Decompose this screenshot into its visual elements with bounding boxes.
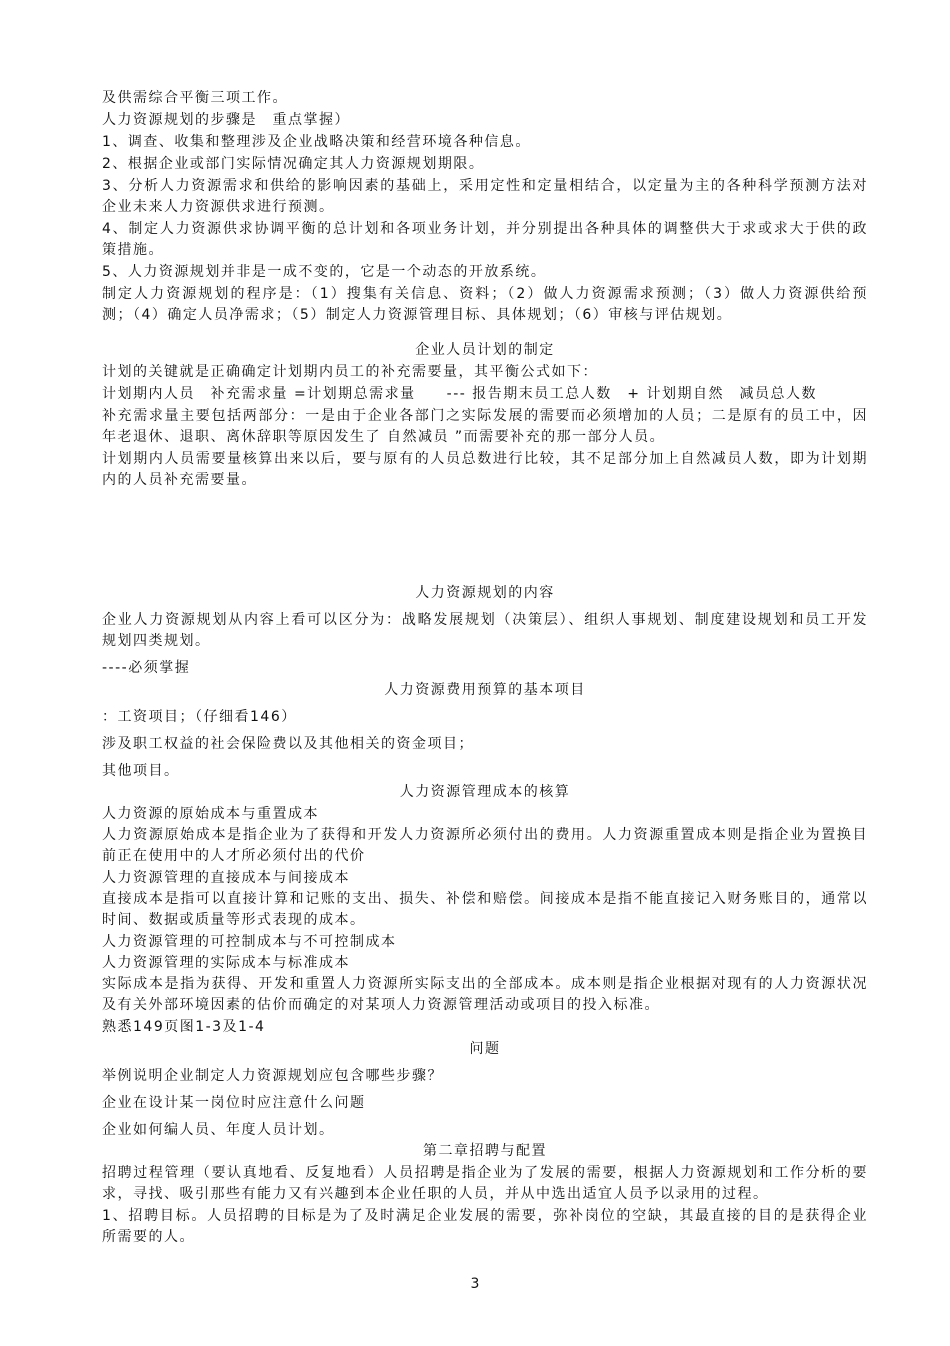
list-item: 4、制定人力资源供求协调平衡的总计划和各项业务计划，并分别提出各种具体的调整供大于求或求大于供的政策措施。: [102, 221, 868, 258]
paragraph: 计划的关键就是正确确定计划期内员工的补充需要量，其平衡公式如下：: [102, 364, 598, 380]
question-item: 企业在设计某一岗位时应注意什么问题: [102, 1095, 366, 1111]
paragraph: 企业人力资源规划从内容上看可以区分为：战略发展规划（决策层）、组织人事规划、制度建设规划和员工开发规划四类规划。: [102, 612, 868, 649]
subheading: 人力资源管理的可控制成本与不可控制成本: [102, 934, 397, 950]
paragraph: 人力资源规划的步骤是 重点掌握）: [102, 112, 350, 128]
subheading: 人力资源的原始成本与重置成本: [102, 806, 319, 822]
subheading: 人力资源管理的实际成本与标准成本: [102, 955, 350, 971]
list-item: 3、分析人力资源需求和供给的影响因素的基础上，采用定性和定量相结合，以定量为主的各种科学预测方法对企业未来人力资源供求进行预测。: [102, 178, 868, 215]
formula-line: 计划期内人员 补充需求量 =计划期总需求量 --- 报告期末员工总人数 + 计划期自然 减员总人数: [102, 386, 817, 402]
list-item: 涉及职工权益的社会保险费以及其他相关的资金项目；: [102, 736, 474, 752]
paragraph: 实际成本是指为获得、开发和重置人力资源所实际支出的全部成本。成本则是指企业根据对现有的人力资源状况及有关外部环境因素的估价而确定的对某项人力资源管理活动或项目的投入标准。: [102, 976, 868, 1013]
paragraph: 及供需综合平衡三项工作。: [102, 90, 288, 106]
paragraph: 制定人力资源规划的程序是：（1）搜集有关信息、资料；（2）做人力资源需求预测；（3）做人力资源供给预测；（4）确定人员净需求；（5）制定人力资源管理目标、具体规划；（6）审核与评估规划。: [102, 286, 868, 323]
list-item: 2、根据企业或部门实际情况确定其人力资源规划期限。: [102, 156, 485, 172]
document-body: [102, 88, 868, 1248]
section-heading: 人力资源费用预算的基本项目: [384, 682, 586, 698]
section-heading: 问题: [469, 1041, 501, 1057]
paragraph: 计划期内人员需要量核算出来以后，要与原有的人员总数进行比较，其不足部分加上自然减员人数，即为计划期内的人员补充需要量。: [102, 451, 868, 488]
paragraph: 补充需求量主要包括两部分：一是由于企业各部门之实际发展的需要而必须增加的人员；二是原有的员工中，因年老退休、退职、离休辞职等原因发生了 自然减员 ”而需要补充的那一部分人员。: [102, 408, 868, 445]
question-item: 企业如何编人员、年度人员计划。: [102, 1122, 335, 1138]
paragraph: 直接成本是指可以直接计算和记账的支出、损失、补偿和赔偿。间接成本是指不能直接记入财务账目的，通常以时间、数据或质量等形式表现的成本。: [102, 891, 868, 928]
list-item: 其他项目。: [102, 763, 180, 779]
paragraph: 招聘过程管理（要认真地看、反复地看）人员招聘是指企业为了发展的需要，根据人力资源规划和工作分析的要求，寻找、吸引那些有能力又有兴趣到本企业任职的人员，并从中选出适宜人员予以录用的过程。: [102, 1165, 868, 1202]
section-heading: 人力资源管理成本的核算: [399, 784, 571, 800]
list-item: 5、人力资源规划并非是一成不变的，它是一个动态的开放系统。: [102, 264, 547, 280]
question-item: 举例说明企业制定人力资源规划应包含哪些步骤？: [102, 1068, 443, 1084]
paragraph: 1、招聘目标。人员招聘的目标是为了及时满足企业发展的需要，弥补岗位的空缺，其最直接的目的是获得企业所需要的人。: [102, 1208, 868, 1245]
list-item: ：工资项目；（仔细看146）: [102, 709, 297, 725]
section-heading: 企业人员计划的制定: [415, 342, 555, 358]
section-heading: 人力资源规划的内容: [415, 585, 555, 601]
paragraph: 熟悉149页图1-3及1-4: [102, 1019, 266, 1035]
paragraph: 人力资源原始成本是指企业为了获得和开发人力资源所必须付出的费用。人力资源重置成本则是指企业为置换目前正在使用中的人才所必须付出的代价: [102, 827, 868, 864]
list-item: 1、调查、收集和整理涉及企业战略决策和经营环境各种信息。: [102, 134, 531, 150]
page-number: 3: [470, 1276, 480, 1292]
chapter-heading: 第二章招聘与配置: [423, 1143, 547, 1159]
paragraph: ----必须掌握: [102, 660, 191, 676]
subheading: 人力资源管理的直接成本与间接成本: [102, 870, 350, 886]
blank-space: [102, 491, 868, 583]
